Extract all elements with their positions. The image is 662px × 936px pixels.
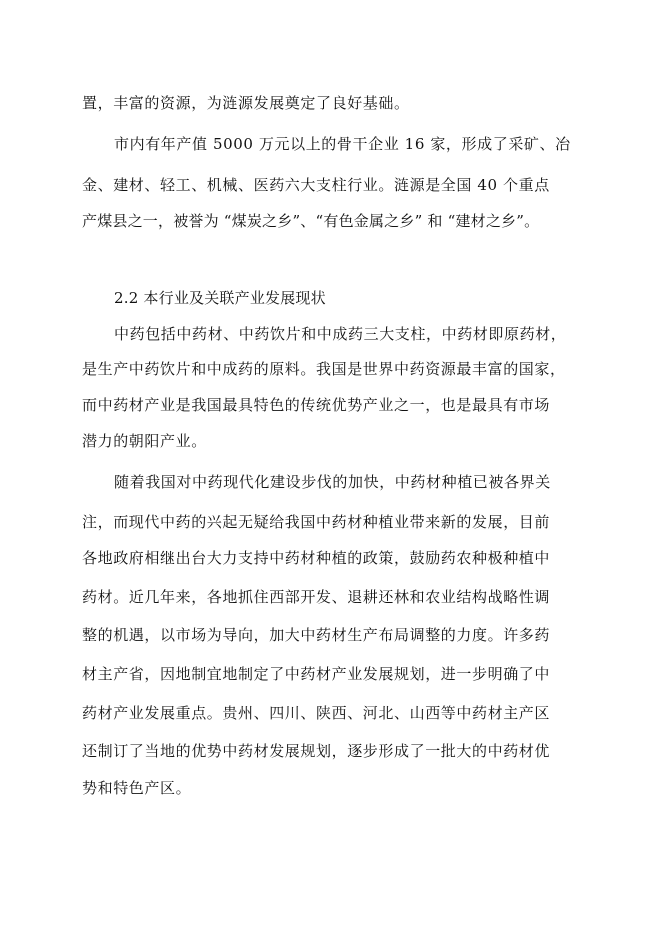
- paragraph-4-line-8: 还制订了当地的优势中药材发展规划，逐步形成了一批大的中药材优: [82, 742, 551, 760]
- paragraph-3-line-4: 潜力的朝阳产业。: [82, 432, 207, 450]
- paragraph-1-line-1: 置，丰富的资源，为涟源发展奠定了良好基础。: [82, 94, 410, 112]
- paragraph-2-line-1: 市内有年产值 5000 万元以上的骨干企业 16 家，形成了采矿、冶: [114, 135, 571, 153]
- paragraph-4-line-9: 势和特色产区。: [82, 779, 192, 797]
- section-heading: 2.2 本行业及关联产业发展现状: [114, 289, 326, 307]
- paragraph-2-line-3: 产煤县之一，被誉为 “煤炭之乡”、“有色金属之乡” 和 “建材之乡”。: [82, 212, 540, 230]
- paragraph-4-line-3: 各地政府相继出台大力支持中药材种植的政策，鼓励药农种极种植中: [82, 549, 551, 567]
- paragraph-4-line-6: 材主产省，因地制宜地制定了中药材产业发展规划，进一步明确了中: [82, 665, 551, 683]
- paragraph-3-line-3: 而中药材产业是我国最具特色的传统优势产业之一，也是最具有市场: [82, 396, 551, 414]
- paragraph-4-line-4: 药材。近几年来，各地抓住西部开发、退耕还林和农业结构战略性调: [82, 588, 551, 606]
- paragraph-4-line-2: 注，而现代中药的兴起无疑给我国中药材种植业带来新的发展，目前: [82, 513, 551, 531]
- paragraph-2-line-2: 金、建材、轻工、机械、医药六大支柱行业。涟源是全国 40 个重点: [82, 176, 550, 194]
- paragraph-3-line-1: 中药包括中药材、中药饮片和中成药三大支柱，中药材即原药材，: [114, 325, 567, 343]
- paragraph-4-line-1: 随着我国对中药现代化建设步伐的加快，中药材种植已被各界关: [114, 473, 551, 491]
- paragraph-4-line-7: 药材产业发展重点。贵州、四川、陕西、河北、山西等中药材主产区: [82, 704, 551, 722]
- paragraph-3-line-2: 是生产中药饮片和中成药的原料。我国是世界中药资源最丰富的国家，: [82, 360, 566, 378]
- paragraph-4-line-5: 整的机遇，以市场为导向，加大中药材生产布局调整的力度。许多药: [82, 626, 551, 644]
